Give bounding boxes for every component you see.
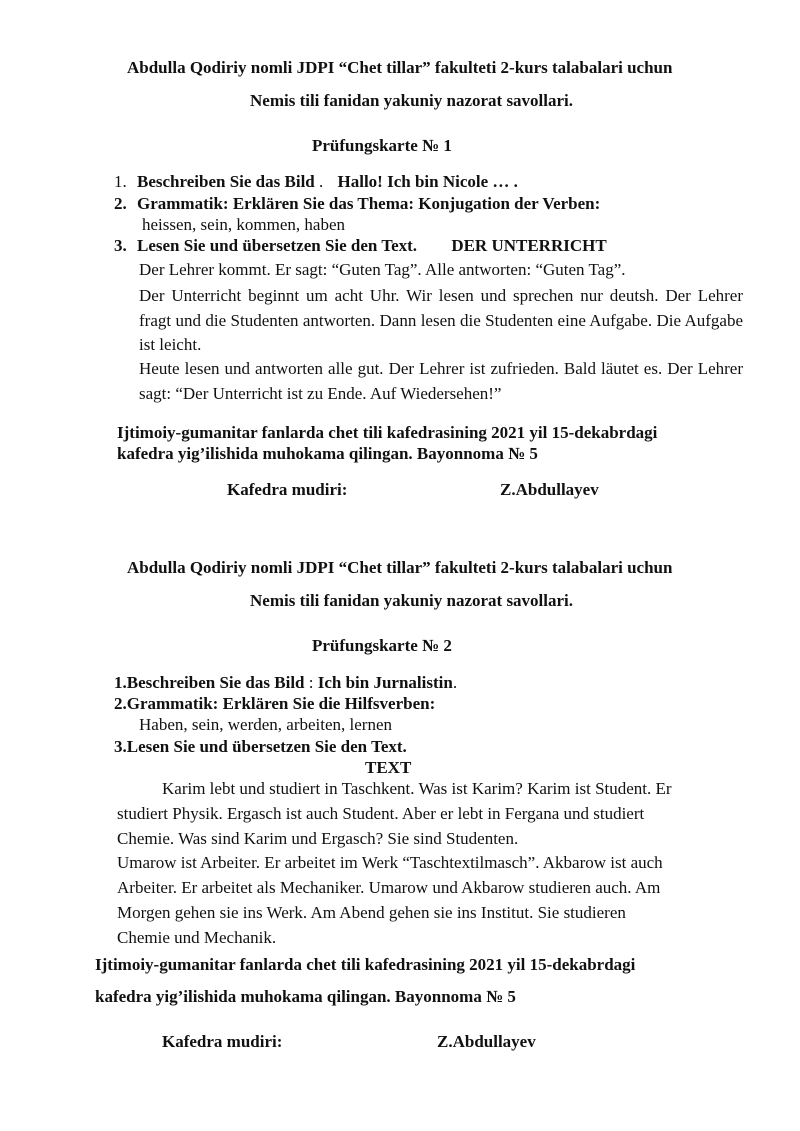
card2-para2-line3: Morgen gehen sie ins Werk. Am Abend gehen sie ins Institut. Sie studieren (117, 903, 626, 922)
card2-header-line1: Abdulla Qodiriy nomli JDPI “Chet tillar” fakulteti 2-kurs talabalari uchun (127, 558, 673, 577)
card1-question-2 (114, 194, 600, 214)
card1-q1-number: 1. (114, 172, 127, 191)
card1-q3-title: DER UNTERRICHT (451, 236, 607, 255)
card1-footer-line2: kafedra yig’ilishida muhokama qilingan. Bayonnoma № 5 (117, 444, 538, 463)
card2-q1-end: . (452, 673, 458, 692)
card1-q2-words: heissen, sein, kommen, haben (142, 215, 346, 234)
card1-title: Prüfungskarte № 1 (312, 136, 452, 155)
card2-footer-line2: kafedra yig’ilishida muhokama qilingan. Bayonnoma № 5 (95, 987, 516, 1006)
card1-footer-line1: Ijtimoiy-gumanitar fanlarda chet tili kafedrasining 2021 yil 15-dekabrdagi (117, 423, 658, 442)
card2-q1-label: 1.Beschreiben Sie das Bild (114, 673, 305, 692)
card1-paragraph-2: Der Unterricht beginnt um acht Uhr. Wir lesen und sprechen nur deutsh. Der Lehrer fragt und die Studenten antworten. Dann lesen die Studenten eine Aufgabe. Die Aufgabe ist leicht. (139, 286, 743, 354)
card1-header-line1: Abdulla Qodiriy nomli JDPI “Chet tillar” fakulteti 2-kurs talabalari uchun (127, 58, 673, 77)
card1-question-3 (114, 236, 607, 256)
card2-text-title: TEXT (365, 758, 412, 777)
card2-q2-words: Haben, sein, werden, arbeiten, lernen (139, 715, 392, 734)
card2-q1-topic: Ich bin Jurnalistin (317, 673, 453, 692)
card1-q3-number: 3. (114, 236, 127, 255)
card1-question-1 (114, 172, 518, 192)
card2-title: Prüfungskarte № 2 (312, 636, 452, 655)
card1-head-label: Kafedra mudiri: (227, 480, 348, 499)
card1-q1-label: Beschreiben Sie das Bild (137, 172, 315, 191)
card2-q1-separator: : (304, 673, 318, 692)
card1-q2-text: Grammatik: Erklären Sie das Thema: Konjugation der Verben: (137, 194, 601, 213)
card2-question-2: 2.Grammatik: Erklären Sie die Hilfsverben: (114, 694, 436, 713)
card1-q3-text: Lesen Sie und übersetzen Sie den Text. (137, 236, 418, 255)
card2-para2-line2: Arbeiter. Er arbeitet als Mechaniker. Umarow und Akbarow studieren auch. Am (117, 878, 661, 897)
card1-head-name: Z.Abdullayev (500, 480, 599, 499)
card2-para2-line1: Umarow ist Arbeiter. Er arbeitet im Werk “Taschtextilmasch”. Akbarow ist auch (117, 853, 663, 872)
card2-para2-line4: Chemie und Mechanik. (117, 928, 277, 947)
card2-header-line2: Nemis tili fanidan yakuniy nazorat savollari. (250, 591, 574, 610)
card1-paragraph-1: Der Lehrer kommt. Er sagt: “Guten Tag”. Alle antworten: “Guten Tag”. (139, 260, 626, 279)
card2-para1-line3: Chemie. Was sind Karim und Ergasch? Sie sind Studenten. (117, 829, 519, 848)
card2-footer-line1: Ijtimoiy-gumanitar fanlarda chet tili kafedrasining 2021 yil 15-dekabrdagi (95, 955, 636, 974)
card2-para1-line2: studiert Physik. Ergasch ist auch Student. Aber er lebt in Fergana und studiert (117, 804, 645, 823)
card1-paragraph-3: Heute lesen und antworten alle gut. Der Lehrer ist zufrieden. Bald läutet es. Der Lehrer sagt: “Der Unterricht ist zu Ende. Auf Wiedersehen!” (139, 359, 743, 403)
card2-head-label: Kafedra mudiri: (162, 1032, 283, 1051)
card2-question-3: 3.Lesen Sie und übersetzen Sie den Text. (114, 737, 407, 756)
card1-q2-number: 2. (114, 194, 127, 213)
card2-question-1 (114, 673, 457, 693)
card1-q1-topic: Hallo! Ich bin Nicole … . (337, 172, 518, 191)
card2-head-name: Z.Abdullayev (437, 1032, 536, 1051)
card2-para1-line1: Karim lebt und studiert in Taschkent. Was ist Karim? Karim ist Student. Er (162, 779, 672, 798)
card1-header-line2: Nemis tili fanidan yakuniy nazorat savollari. (250, 91, 574, 110)
card1-q1-separator: . (319, 172, 324, 191)
